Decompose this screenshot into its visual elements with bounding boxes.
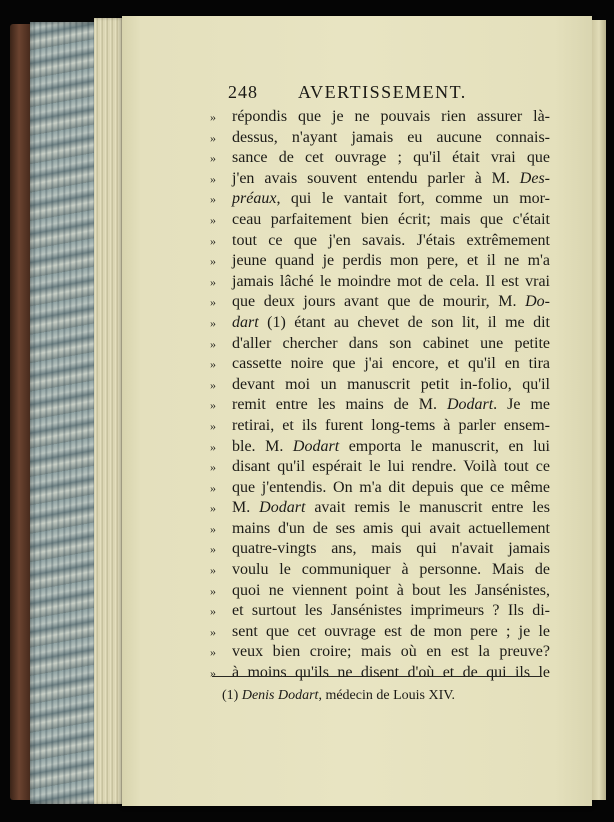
quote-mark: » — [210, 666, 216, 681]
line-text — [232, 395, 550, 416]
text-line — [210, 354, 554, 375]
line-text — [232, 107, 550, 128]
line-text — [232, 313, 550, 334]
quote-mark: » — [210, 254, 216, 269]
line-text — [232, 189, 550, 210]
text-run: que deux jours avant que de mourir, M. — [232, 293, 526, 311]
quote-mark: » — [210, 274, 216, 289]
text-run: avait remis le manuscrit entre les — [305, 499, 550, 517]
line-text — [232, 334, 550, 355]
line-text — [232, 457, 550, 478]
line-text — [232, 148, 550, 169]
text-run: tout ce que j'en savais. J'étais extrêmement — [232, 231, 550, 249]
text-line — [210, 416, 554, 437]
line-text — [232, 498, 550, 519]
text-line — [210, 169, 554, 190]
quote-mark: » — [210, 192, 216, 207]
text-run: quatre-vingts ans, mais qui n'avait jamais — [232, 540, 550, 558]
line-text — [232, 663, 550, 684]
quote-mark: » — [210, 336, 216, 351]
text-run: . Je me — [493, 396, 551, 414]
text-run: emporta le manuscrit, en lui — [339, 437, 550, 455]
text-line — [210, 272, 554, 293]
italic-name: préaux — [232, 190, 277, 208]
text-run: veux bien croire; mais où en est la preuve? — [232, 643, 550, 661]
line-text — [232, 169, 550, 190]
text-line — [210, 581, 554, 602]
text-line — [210, 539, 554, 560]
line-text — [232, 251, 550, 272]
quote-mark: » — [210, 624, 216, 639]
footnote — [222, 688, 542, 704]
text-line — [210, 478, 554, 499]
running-title: AVERTISSEMENT. — [298, 82, 467, 102]
footnote-marker: (1) — [222, 688, 239, 703]
text-run: répondis que je ne pouvais rien assurer là- — [232, 108, 550, 125]
marbled-edge — [30, 22, 100, 804]
text-run: retirai, et ils furent long-tems à parler ensem- — [232, 416, 550, 434]
text-line — [210, 498, 554, 519]
quote-mark: » — [210, 130, 216, 145]
quote-mark: » — [210, 604, 216, 619]
text-line — [210, 519, 554, 540]
quote-mark: » — [210, 315, 216, 330]
line-text — [232, 581, 550, 602]
quote-mark: » — [210, 377, 216, 392]
text-line — [210, 601, 554, 622]
text-line — [210, 148, 554, 169]
line-text — [232, 354, 550, 375]
text-run: , qui le vantait fort, comme un mor- — [276, 190, 550, 208]
quote-mark: » — [210, 418, 216, 433]
footnote-name: Denis Dodart — [241, 688, 319, 703]
quote-mark: » — [210, 357, 216, 372]
italic-name: Do- — [525, 293, 550, 311]
text-run: ble. M. — [232, 437, 293, 455]
italic-name: Dodart — [446, 396, 494, 414]
line-text — [232, 519, 550, 540]
text-run: M. — [232, 499, 260, 517]
line-text — [232, 642, 550, 663]
text-line — [210, 622, 554, 643]
quote-mark: » — [210, 110, 216, 124]
quote-mark: » — [210, 583, 216, 598]
text-line — [210, 663, 554, 684]
line-text — [232, 622, 550, 643]
line-text — [232, 231, 550, 252]
right-page-edge — [592, 20, 606, 800]
quote-mark: » — [210, 563, 216, 578]
quote-mark: » — [210, 295, 216, 310]
line-text — [232, 437, 550, 458]
line-text — [232, 416, 550, 437]
quote-mark: » — [210, 480, 216, 495]
text-line — [210, 251, 554, 272]
footnote-rule — [212, 676, 542, 677]
text-line — [210, 334, 554, 355]
text-run: à moins qu'ils ne disent d'où et de qui ils le — [232, 664, 550, 682]
quote-mark: » — [210, 542, 216, 557]
quote-mark: » — [210, 212, 216, 227]
line-text — [232, 601, 550, 622]
text-run: j'en avais souvent entendu parler à M. — [232, 169, 520, 187]
text-run: jamais lâché le moindre mot de cela. Il est vrai — [232, 272, 550, 290]
text-line — [210, 107, 554, 128]
text-line — [210, 457, 554, 478]
italic-name: Dodart — [259, 499, 306, 517]
quote-mark: » — [210, 521, 216, 536]
text-line — [210, 128, 554, 149]
line-text — [232, 539, 550, 560]
line-text — [232, 128, 550, 149]
quote-mark: » — [210, 398, 216, 413]
quote-mark: » — [210, 439, 216, 454]
text-line — [210, 210, 554, 231]
line-text — [232, 375, 550, 396]
text-run: disant qu'il espérait le lui rendre. Voilà tout ce — [232, 458, 550, 476]
text-run: cassette noire que j'ai encore, et qu'il en tira — [232, 355, 550, 373]
text-run: remit entre les mains de M. — [232, 396, 447, 414]
text-run: dessus, n'ayant jamais eu aucune connais- — [232, 128, 550, 146]
line-text — [232, 292, 550, 313]
quote-mark: » — [210, 501, 216, 516]
text-run: que j'entendis. On m'a dit depuis que ce même — [232, 478, 550, 496]
text-line — [210, 395, 554, 416]
line-text — [232, 272, 550, 293]
text-line — [210, 437, 554, 458]
text-run: devant moi un manuscrit petit in-folio, qu'il — [232, 375, 550, 393]
text-line — [210, 560, 554, 581]
text-line — [210, 642, 554, 663]
text-line — [210, 292, 554, 313]
quote-mark: » — [210, 151, 216, 166]
line-text — [232, 478, 550, 499]
quote-mark: » — [210, 460, 216, 475]
quote-mark: » — [210, 233, 216, 248]
page-number: 248 — [228, 82, 258, 102]
text-run: mains d'un de ses amis qui avait actuellement — [232, 519, 550, 537]
quote-mark: » — [210, 171, 216, 186]
italic-name: Des- — [519, 169, 550, 187]
text-run: d'aller chercher dans son cabinet une petite — [232, 334, 550, 352]
quote-mark: » — [210, 645, 216, 660]
text-run: sance de cet ouvrage ; qu'il était vrai que — [232, 149, 550, 167]
text-line — [210, 313, 554, 334]
text-run: voulu le communiquer à personne. Mais de — [232, 561, 550, 579]
footnote-text: , médecin de Louis XIV. — [318, 688, 456, 703]
text-line — [210, 189, 554, 210]
text-run: sent que cet ouvrage est de mon pere ; je le — [232, 622, 550, 640]
text-run: jeune quand je perdis mon pere, et il ne m'a — [232, 252, 550, 270]
text-run: (1) étant au chevet de son lit, il me dit — [258, 313, 550, 331]
text-run: et surtout les Jansénistes imprimeurs ? Ils di- — [232, 602, 550, 620]
italic-name: dart — [232, 313, 259, 331]
text-run: quoi ne viennent point à bout les Jansénistes, — [232, 581, 550, 599]
italic-name: Dodart — [292, 437, 340, 455]
body-text — [210, 107, 554, 684]
text-line — [210, 375, 554, 396]
text-run: ceau parfaitement bien écrit; mais que c'était — [232, 210, 550, 228]
line-text — [232, 210, 550, 231]
running-header — [228, 82, 478, 106]
line-text — [232, 560, 550, 581]
text-line — [210, 231, 554, 252]
